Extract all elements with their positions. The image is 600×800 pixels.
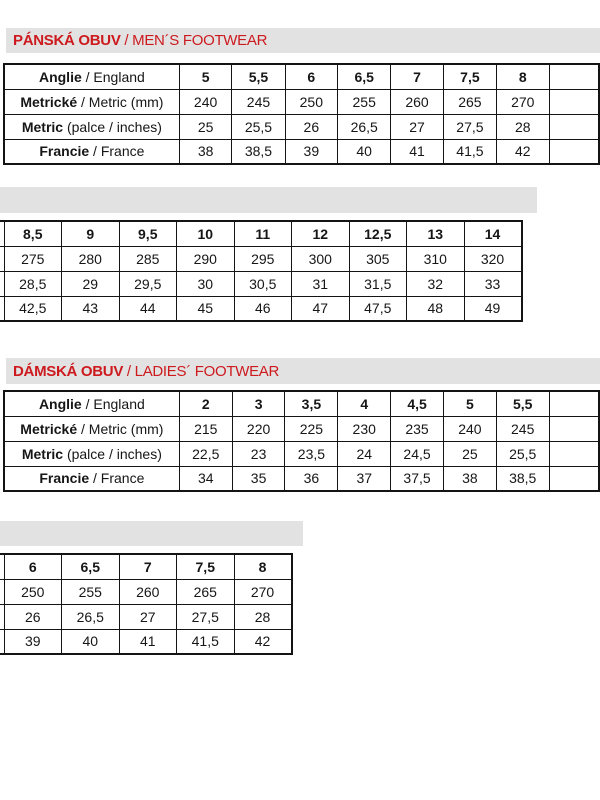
size-value-cell: 46 — [234, 296, 292, 321]
size-value-cell: 230 — [338, 416, 391, 441]
size-value-cell: 220 — [232, 416, 285, 441]
size-value-cell: 2 — [179, 391, 232, 416]
size-value-cell: 4 — [338, 391, 391, 416]
size-value-cell: 7,5 — [443, 64, 496, 89]
size-value-cell: 265 — [443, 89, 496, 114]
table-row-france-size — [0, 629, 292, 654]
size-value-cell: 280 — [62, 246, 120, 271]
table-row-england-size — [0, 554, 292, 579]
size-value-cell: 9 — [62, 221, 120, 246]
ladies-size-table-main — [3, 390, 600, 492]
table-row-metric-inches — [0, 604, 292, 629]
size-value-cell: 38 — [444, 466, 497, 491]
size-value-cell: 25,5 — [496, 441, 549, 466]
size-value-cell: 27 — [119, 604, 177, 629]
size-value-cell: 6,5 — [338, 64, 391, 89]
size-value-cell: 12,5 — [349, 221, 407, 246]
size-value-cell: 285 — [119, 246, 177, 271]
cropped-edge-cell — [549, 114, 599, 139]
size-value-cell: 14 — [464, 221, 522, 246]
size-value-cell: 31 — [292, 271, 350, 296]
size-value-cell: 4,5 — [391, 391, 444, 416]
ladies-size-table-continuation — [0, 553, 293, 655]
size-value-cell: 11 — [234, 221, 292, 246]
size-value-cell: 35 — [232, 466, 285, 491]
table-row-metric-mm — [4, 416, 599, 441]
size-value-cell: 40 — [338, 139, 391, 164]
table-row-france-size — [4, 466, 599, 491]
table-row-france-size — [4, 139, 599, 164]
size-value-cell: 39 — [4, 629, 62, 654]
size-value-cell: 12 — [292, 221, 350, 246]
size-value-cell: 38,5 — [496, 466, 549, 491]
size-value-cell: 37,5 — [391, 466, 444, 491]
row-label-france-size: Francie / France — [4, 466, 179, 491]
size-value-cell: 250 — [285, 89, 338, 114]
size-value-cell: 45 — [177, 296, 235, 321]
table-row-england-size — [0, 221, 522, 246]
size-value-cell: 30,5 — [234, 271, 292, 296]
table-row-metric-inches — [0, 271, 522, 296]
table-row-england-size — [4, 64, 599, 89]
size-value-cell: 10 — [177, 221, 235, 246]
size-value-cell: 255 — [62, 579, 120, 604]
size-value-cell: 8,5 — [4, 221, 62, 246]
size-value-cell: 7 — [119, 554, 177, 579]
size-value-cell: 48 — [407, 296, 465, 321]
size-value-cell: 47,5 — [349, 296, 407, 321]
size-value-cell: 31,5 — [349, 271, 407, 296]
size-value-cell: 26 — [285, 114, 338, 139]
table-row-metric-mm — [0, 579, 292, 604]
size-value-cell: 27 — [391, 114, 444, 139]
size-value-cell: 5 — [444, 391, 497, 416]
size-value-cell: 23 — [232, 441, 285, 466]
size-value-cell: 23,5 — [285, 441, 338, 466]
size-value-cell: 39 — [285, 139, 338, 164]
size-value-cell: 42,5 — [4, 296, 62, 321]
size-value-cell: 9,5 — [119, 221, 177, 246]
size-value-cell: 41 — [119, 629, 177, 654]
size-value-cell: 250 — [4, 579, 62, 604]
size-value-cell: 260 — [119, 579, 177, 604]
size-value-cell: 28,5 — [4, 271, 62, 296]
table-row-metric-mm — [0, 246, 522, 271]
size-value-cell: 215 — [179, 416, 232, 441]
size-value-cell: 305 — [349, 246, 407, 271]
size-value-cell: 290 — [177, 246, 235, 271]
size-value-cell: 27,5 — [443, 114, 496, 139]
size-value-cell: 8 — [496, 64, 549, 89]
cropped-edge-cell — [549, 466, 599, 491]
size-value-cell: 42 — [234, 629, 292, 654]
size-value-cell: 29 — [62, 271, 120, 296]
cropped-edge-cell — [549, 391, 599, 416]
size-value-cell: 295 — [234, 246, 292, 271]
mens-size-table-main — [3, 63, 600, 165]
section-header-ladies-footwear — [6, 358, 600, 384]
size-value-cell: 225 — [285, 416, 338, 441]
size-value-cell: 47 — [292, 296, 350, 321]
section-band-mens-continuation — [0, 187, 537, 213]
size-value-cell: 260 — [391, 89, 444, 114]
cropped-edge-cell — [549, 441, 599, 466]
size-value-cell: 30 — [177, 271, 235, 296]
size-value-cell: 5 — [179, 64, 232, 89]
size-value-cell: 6 — [285, 64, 338, 89]
size-value-cell: 7,5 — [177, 554, 235, 579]
size-value-cell: 25 — [444, 441, 497, 466]
size-value-cell: 6 — [4, 554, 62, 579]
size-value-cell: 28 — [234, 604, 292, 629]
section-title-czech: PÁNSKÁ OBUV — [13, 32, 121, 49]
size-value-cell: 245 — [496, 416, 549, 441]
size-value-cell: 32 — [407, 271, 465, 296]
size-value-cell: 49 — [464, 296, 522, 321]
row-label-france-size: Francie / France — [4, 139, 179, 164]
size-value-cell: 300 — [292, 246, 350, 271]
size-value-cell: 26,5 — [62, 604, 120, 629]
row-label-metric-inches: Metric (palce / inches) — [4, 441, 179, 466]
size-value-cell: 27,5 — [177, 604, 235, 629]
size-value-cell: 25,5 — [232, 114, 285, 139]
size-value-cell: 38 — [179, 139, 232, 164]
size-value-cell: 41,5 — [443, 139, 496, 164]
size-value-cell: 24 — [338, 441, 391, 466]
size-value-cell: 3,5 — [285, 391, 338, 416]
cropped-edge-cell — [549, 64, 599, 89]
size-value-cell: 41,5 — [177, 629, 235, 654]
size-value-cell: 310 — [407, 246, 465, 271]
section-title-czech: DÁMSKÁ OBUV — [13, 362, 124, 380]
row-label-england-size: Anglie / England — [4, 391, 179, 416]
table-row-england-size — [4, 391, 599, 416]
size-value-cell: 38,5 — [232, 139, 285, 164]
size-value-cell: 29,5 — [119, 271, 177, 296]
size-value-cell: 6,5 — [62, 554, 120, 579]
size-value-cell: 270 — [234, 579, 292, 604]
size-value-cell: 26 — [4, 604, 62, 629]
section-title-english: / MEN´S FOOTWEAR — [120, 32, 268, 49]
cropped-edge-cell — [549, 89, 599, 114]
size-value-cell: 320 — [464, 246, 522, 271]
size-value-cell: 43 — [62, 296, 120, 321]
size-value-cell: 26,5 — [338, 114, 391, 139]
cropped-edge-cell — [549, 139, 599, 164]
size-value-cell: 5,5 — [232, 64, 285, 89]
size-value-cell: 40 — [62, 629, 120, 654]
size-value-cell: 240 — [444, 416, 497, 441]
row-label-metric-inches: Metric (palce / inches) — [4, 114, 179, 139]
size-value-cell: 240 — [179, 89, 232, 114]
size-value-cell: 41 — [391, 139, 444, 164]
size-value-cell: 37 — [338, 466, 391, 491]
size-value-cell: 275 — [4, 246, 62, 271]
size-value-cell: 25 — [179, 114, 232, 139]
size-value-cell: 265 — [177, 579, 235, 604]
size-value-cell: 42 — [496, 139, 549, 164]
size-value-cell: 13 — [407, 221, 465, 246]
mens-size-table-continuation — [0, 220, 523, 322]
size-value-cell: 235 — [391, 416, 444, 441]
size-value-cell: 7 — [391, 64, 444, 89]
section-band-ladies-continuation — [0, 521, 303, 546]
row-label-metric-mm: Metrické / Metric (mm) — [4, 89, 179, 114]
table-row-metric-inches — [4, 114, 599, 139]
size-value-cell: 3 — [232, 391, 285, 416]
table-row-france-size — [0, 296, 522, 321]
table-row-metric-mm — [4, 89, 599, 114]
size-value-cell: 22,5 — [179, 441, 232, 466]
size-value-cell: 245 — [232, 89, 285, 114]
size-value-cell: 5,5 — [496, 391, 549, 416]
size-value-cell: 270 — [496, 89, 549, 114]
table-row-metric-inches — [4, 441, 599, 466]
size-value-cell: 8 — [234, 554, 292, 579]
section-header-mens-footwear — [6, 28, 600, 53]
row-label-england-size: Anglie / England — [4, 64, 179, 89]
size-value-cell: 44 — [119, 296, 177, 321]
cropped-edge-cell — [549, 416, 599, 441]
size-value-cell: 36 — [285, 466, 338, 491]
size-value-cell: 34 — [179, 466, 232, 491]
size-value-cell: 255 — [338, 89, 391, 114]
size-value-cell: 33 — [464, 271, 522, 296]
size-value-cell: 24,5 — [391, 441, 444, 466]
row-label-metric-mm: Metrické / Metric (mm) — [4, 416, 179, 441]
section-title-english: / LADIES´ FOOTWEAR — [123, 362, 280, 380]
size-value-cell: 28 — [496, 114, 549, 139]
